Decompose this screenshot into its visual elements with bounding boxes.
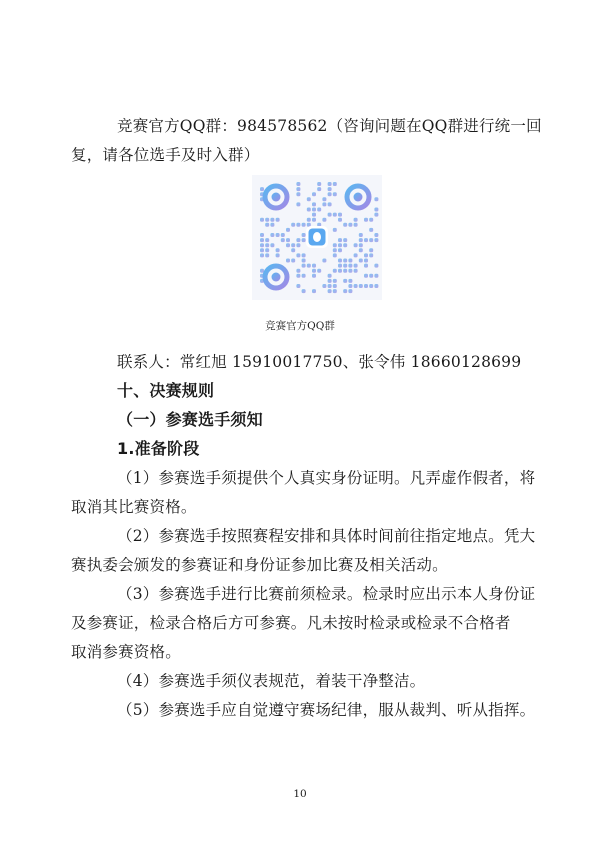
qr-caption: 竞赛官方QQ群 (265, 320, 335, 332)
rule-2-line-2: 赛执委会颁发的参赛证和身份证参加比赛及相关活动。 (71, 556, 448, 574)
rule-5-line-1: （5）参赛选手应自觉遵守赛场纪律，服从裁判、听从指挥。 (117, 701, 536, 719)
rule-3-line-1: （3）参赛选手进行比赛前须检录。检录时应出示本人身份证 (117, 585, 536, 603)
qq-group-line-1: 竞赛官方QQ群：984578562（咨询问题在QQ群进行统一回 (117, 117, 542, 135)
rule-2-line-1: （2）参赛选手按照赛程安排和具体时间前往指定地点。凭大 (117, 527, 536, 545)
rule-3-line-2: 及参赛证，检录合格后方可参赛。凡未按时检录或检录不合格者 (71, 614, 511, 632)
contacts-line: 联系人：常红旭 15910017750、张令伟 18660128699 (117, 353, 522, 371)
page-number: 10 (293, 788, 307, 800)
rule-1-line-2: 取消其比赛资格。 (71, 498, 197, 516)
subsection-title: （一）参赛选手须知 (117, 410, 263, 429)
rule-4-line-1: （4）参赛选手须仪表规范，着装干净整洁。 (117, 672, 426, 690)
rule-3-line-3: 取消参赛资格。 (71, 643, 181, 661)
section-title: 十、决赛规则 (117, 381, 215, 400)
subheading: 1.准备阶段 (117, 439, 200, 458)
qq-group-qr-code (252, 175, 382, 300)
rule-1-line-1: （1）参赛选手须提供个人真实身份证明。凡弄虚作假者，将 (117, 469, 536, 487)
qq-group-line-2: 复，请各位选手及时入群） (71, 146, 260, 164)
